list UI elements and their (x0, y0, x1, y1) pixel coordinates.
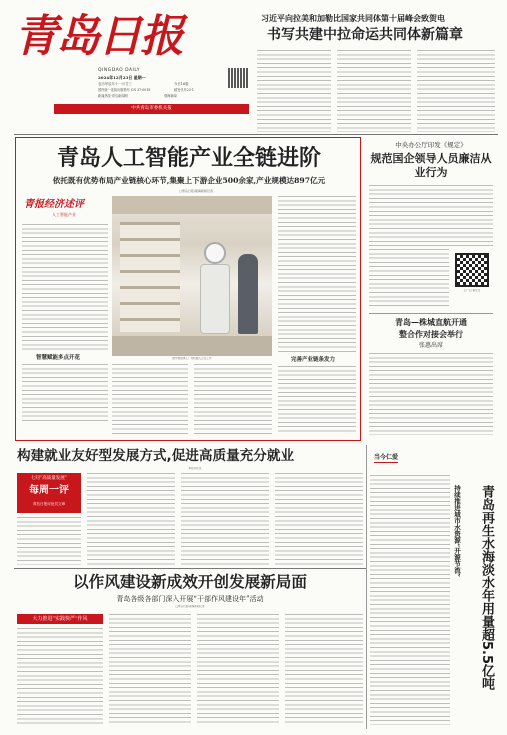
top-story (255, 10, 497, 134)
top-story-headline: 书写共建中拉命运共同体新篇章 (267, 27, 463, 43)
issue-date: 2024年12月23日 星期一 (98, 75, 146, 80)
editions: 今日16版 (174, 82, 189, 86)
top-story-text (337, 50, 411, 132)
vertical-text (370, 475, 450, 725)
lead-story (15, 137, 361, 441)
lunar-date: 农历甲辰年十一月廿三 (98, 82, 132, 86)
photo-caption: 图中智能体工厂内机器人正在工作 (172, 357, 212, 360)
photo-floor (112, 336, 272, 356)
masthead-english: QINGDAO DAILY (98, 68, 141, 73)
right-text (369, 249, 449, 309)
right-text (369, 353, 493, 435)
second-text (87, 473, 175, 565)
right-column (365, 137, 497, 441)
masthead-title: 青岛日报 (14, 11, 182, 62)
lead-text (22, 364, 108, 424)
photo-robot (204, 242, 226, 264)
lead-headline: 青岛人工智能产业全链进阶 (56, 146, 321, 171)
third-headline: 以作风建设新成效开创发展新局面 (73, 573, 307, 591)
third-text (17, 628, 103, 726)
column-title: 青报经济述评 (24, 199, 84, 210)
newsline: 新闻热线·青岛新闻网 (98, 94, 128, 98)
lead-text (278, 196, 356, 352)
rule-horizontal (14, 134, 498, 135)
column-sub: 人工智能产业 (52, 212, 76, 217)
vertical-tag: 当今仁爱 (374, 454, 399, 461)
lead-photo (112, 196, 272, 356)
second-headline: 构建就业友好型发展方式,促进高质量充分就业 (17, 448, 295, 464)
story3-headline: 整合作对接会举行 (399, 329, 463, 339)
right-text (369, 185, 493, 247)
right-kicker: 中央办公厅印发《规定》 (395, 141, 467, 149)
vertical-headline: 青岛再生水海淡水年用量超5.5亿吨 (479, 485, 494, 691)
vertical-kicker: 持续推进城市水资源“开源节流” (453, 485, 461, 577)
rule-horizontal (14, 568, 366, 569)
photo-person (238, 254, 258, 334)
vertical-story (368, 445, 498, 728)
lead-text (278, 366, 356, 432)
lead-subtitle: 依托既有优势布局产业链核心环节,集聚上下游企业500余家,产业规模达897亿元 (52, 176, 326, 185)
second-text (181, 473, 269, 565)
masthead (14, 8, 254, 132)
qr-caption: 扫一扫 看全文 (463, 289, 481, 292)
second-text (17, 517, 81, 565)
cn-number: 国内统一连续出版物号 CN 37-0018 (98, 88, 151, 92)
weekly-logo-sub: 青岛日报评论员文章 (32, 502, 66, 506)
top-story-text (417, 50, 495, 132)
weekly-logo-top: 七问“高质量发展” (30, 476, 68, 481)
top-story-kicker: 习近平向拉美和加勒比国家共同体第十届峰会致贺电 (261, 13, 445, 23)
third-strap: 大力推进“实践快严”作风 (17, 614, 103, 624)
second-story (15, 445, 365, 567)
third-text (285, 614, 363, 726)
lead-text (22, 224, 108, 350)
box2-title: 完善产业链条发力 (291, 357, 336, 363)
postal-code: 邮发代号23-1 (174, 88, 194, 92)
photo-robot-body (200, 264, 230, 334)
sidebar-title: 智慧赋能多点开花 (36, 355, 81, 361)
second-byline: 本报评论员 (188, 467, 202, 470)
story2-headline: 青岛—株城直航开通 (395, 317, 467, 327)
app-name: 观海新闻 (164, 94, 177, 98)
qr-icon (228, 68, 248, 88)
third-text (197, 614, 279, 726)
right-divider (369, 313, 493, 314)
third-subtitle: 青岛各级各部门深入开展“干部作风建设年”活动 (116, 595, 264, 603)
third-byline: □青岛日报/观海新闻记者 (175, 605, 205, 608)
top-story-text (257, 50, 331, 132)
qr-code-icon (455, 253, 489, 287)
right-headline: 规范国企领导人员廉洁从业行为 (370, 152, 492, 179)
weekly-logo-main: 每周一评 (29, 485, 69, 496)
third-story (15, 570, 365, 728)
photo-shelf (120, 222, 180, 332)
weekly-logo (17, 473, 81, 513)
lead-text (112, 364, 188, 436)
story3-sub: 张惠出席 (418, 342, 443, 349)
third-text (109, 614, 191, 726)
photo-ceiling (112, 196, 272, 214)
lead-byline: □青岛日报/观海新闻记者 (179, 189, 213, 193)
second-text (275, 473, 363, 565)
masthead-badge: 中共青岛市委机关报 (54, 104, 249, 114)
rule-vertical (366, 445, 367, 729)
column-logo (22, 198, 114, 220)
lead-text (194, 364, 272, 436)
